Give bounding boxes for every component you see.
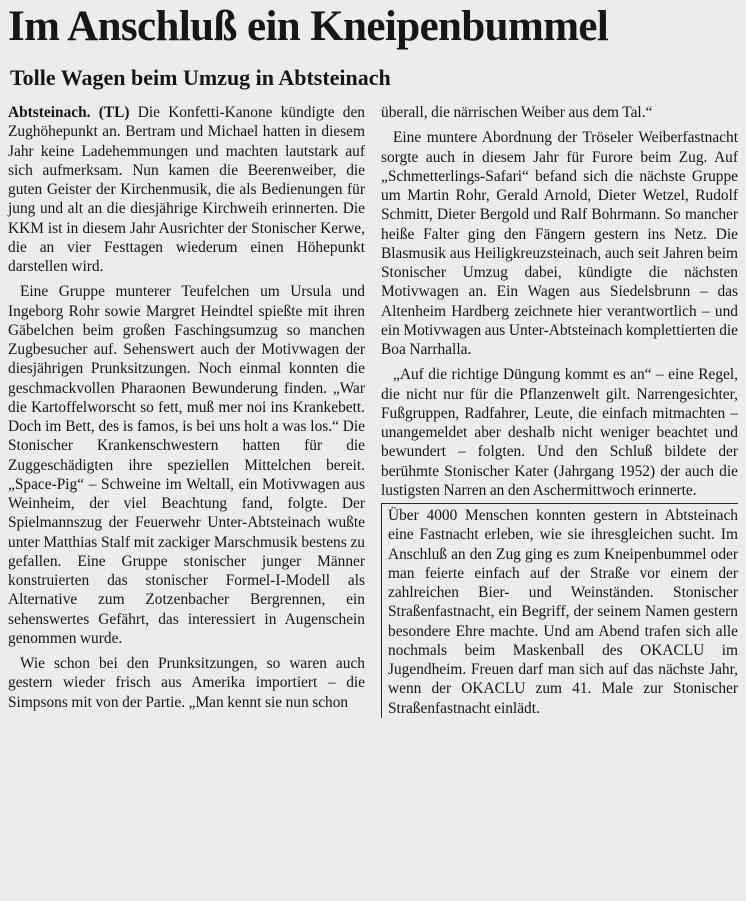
paragraph: Über 4000 Menschen konnten gestern in Abtsteinach eine Fastnacht erleben, wie sie ihresgleichen sucht. Im Anschluß an den Zug ging es zum Kneipenbummel oder man feierte einfach auf der Straße vor einem der zahlreichen Bier- und Weinständen. Stonischer Straßenfastnacht, ein Begriff, der seinem Namen gestern besondere Ehre machte. Und am Abend trafen sich alle nochmals beim Maskenball des OKACLU im Jugendheim. Freuen darf man sich auf das nächste Jahr, wenn der OKACLU zum 41. Male zur Stonischer Straßenfastnacht einlädt. (388, 507, 738, 717)
subheadline: Tolle Wagen beim Umzug in Abtsteinach (10, 65, 391, 90)
paragraph: Wie schon bei den Prunksitzungen, so waren auch gestern wieder frisch aus Amerika importiert – die Simpsons mit von der Partie. „Man kennt sie nun schon (8, 655, 365, 711)
paragraph: überall, die närrischen Weiber aus dem Tal.“ (381, 104, 653, 121)
paragraph: „Auf die richtige Düngung kommt es an“ – eine Regel, die nicht nur für die Pflanzenwelt gilt. Narrengesichter, Fußgruppen, Radfahrer, Leute, die einfach mitmachten – unangemeldet aber deshalb nicht weniger beachtet und bewundert – folgten. Und den Schluß bildete der berühmte Stonischer Kater (Jahrgang 1952) der auch die lustigsten Narren an den Aschermittwoch erinnerte. (381, 366, 738, 499)
paragraph (8, 103, 365, 276)
paragraph: Eine Gruppe munterer Teufelchen um Ursula und Ingeborg Rohr sowie Margret Heindtel spießte mit ihren Gäbelchen beim großen Faschingsumzug so manchen Zugbesucher auf. Sehenswert auch der Motivwagen der diesjährigen Prunksitzungen. Noch einmal konnten die geschmackvollen Pharaonen Bewunderung finden. „War die Kartoffelworscht so fett, muß mer noi ins Krankebett. Doch im Bett, des is famos, is bei uns holt a was los.“ Die Stonischer Krankenschwestern hatten für die Zuggeschädigten ihre speziellen Mittelchen bereit. „Space-Pig“ – Schweine im Weltall, ein Motivwagen aus Weinheim, der viel Beachtung fand, folgte. Der Spielmannszug der Feuerwehr Unter-Abtsteinach wußte unter Matthias Stalf mit zackiger Marschmusik bestens zu gefallen. Eine Gruppe stonischer junger Männer konstruierten das stonischer Formel-I-Modell als Alternative zum Zotzenbacher Bergrennen, ein sehenswertes Gefährt, das interessiert in Augenschein genommen wurde. (8, 283, 365, 647)
boxed-summary (381, 503, 738, 718)
right-column (381, 103, 738, 718)
dateline: Abtsteinach. (TL) (8, 104, 130, 121)
paragraph-text: Die Konfetti-Kanone kündigte den Zughöhepunkt an. Bertram und Michael hatten in diesem Jahr keine Ladehemmungen und machten lautstark auf sich aufmerksam. Nun kamen die Beerenweiber, die guten Geister der Kirchenmusik, die als Bedienungen für jung und alt an die diesjährige Kirchweih erinnerten. Die KKM ist in diesem Jahr Ausrichter der Stonischer Kerwe, die an vier Festtagen wiederum einen Höhepunkt darstellen wird. (8, 104, 365, 275)
headline: Im Anschluß ein Kneipenbummel (8, 3, 609, 50)
paragraph: Eine muntere Abordnung der Tröseler Weiberfastnacht sorgte auch in diesem Jahr für Furore beim Zug. Auf „Schmetterlings-Safari“ befand sich die nächste Gruppe um Martin Rohr, Gerald Arnold, Dieter Wetzel, Rudolf Schmitt, Dieter Bergold und Ralf Bohrmann. So mancher heiße Falter ging den Fängern gestern ins Netz. Die Blasmusik aus Heiligkreuzsteinach, auch seit Jahren beim Stonischer Umzug dabei, kündigte die nächsten Motivwagen an. Ein Wagen aus Siedelsbrunn – das Altenheim Hardberg zeichnete hier verantwortlich – und ein Motivwagen aus Unter-Abtsteinach komplettierten die Boa Narrhalla. (381, 129, 738, 358)
left-column (8, 103, 365, 712)
